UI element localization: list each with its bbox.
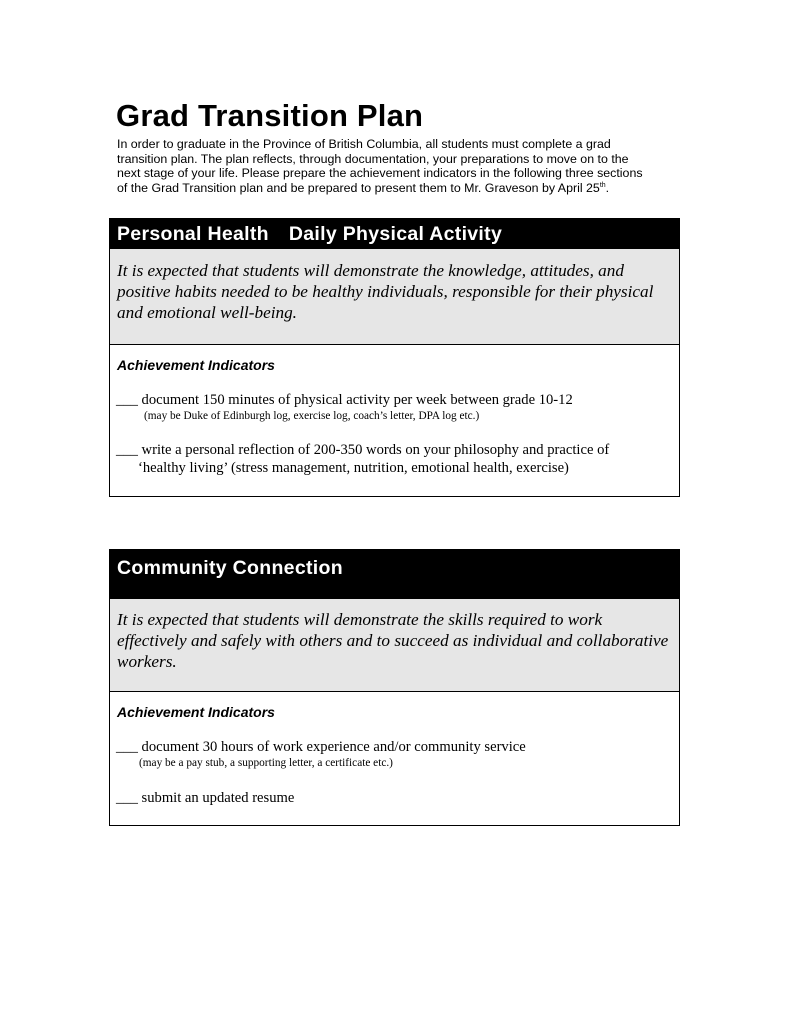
section-personal-health [109, 218, 680, 497]
indicator-item [116, 391, 666, 423]
indicator-blank: ___ [116, 442, 138, 458]
indicator-blank: ___ [116, 739, 138, 755]
indicator-item [116, 738, 666, 770]
page-title: Grad Transition Plan [116, 98, 424, 133]
indicator-item [116, 789, 666, 807]
indicator-text: document 150 minutes of physical activity per week between grade 10-12 [141, 392, 573, 408]
section-header-left: Community Connection [117, 557, 343, 579]
intro-end: . [605, 180, 610, 195]
expectation-text: It is expected that students will demonstrate the knowledge, attitudes, and positive habits needed to be healthy individuals, responsible for their physical and emotional well-being. [110, 249, 679, 345]
ordinal-suffix: th [599, 181, 606, 189]
indicator-blank: ___ [116, 790, 138, 806]
expectation-text: It is expected that students will demonstrate the skills required to work effectively and safely with others and to succeed as individual and collaborative workers. [110, 599, 679, 692]
indicator-blank: ___ [116, 392, 138, 408]
indicator-text: submit an updated resume [141, 790, 295, 806]
section-community-connection [109, 549, 680, 826]
indicator-note: (may be Duke of Edinburgh log, exercise log, coach’s letter, DPA log etc.) [144, 410, 480, 422]
indicator-note: (may be a pay stub, a supporting letter, a certificate etc.) [139, 757, 393, 769]
intro-line-2: transition plan. The plan reflects, through documentation, your preparations to move on to the [117, 151, 629, 166]
section-header [110, 219, 679, 249]
section-header-right: Daily Physical Activity [288, 223, 503, 245]
achievement-indicators-label: Achievement Indicators [117, 704, 275, 720]
intro-line-1: In order to graduate in the Province of British Columbia, all students must complete a grad [117, 137, 611, 151]
indicator-continuation: ‘healthy living’ (stress management, nutrition, emotional health, exercise) [138, 460, 569, 476]
intro-paragraph [117, 137, 677, 195]
achievement-indicators-label: Achievement Indicators [117, 357, 275, 373]
section-header-left: Personal Health [117, 223, 269, 245]
intro-line-4: of the Grad Transition plan and be prepared to present them to Mr. Graveson by April 25 [117, 180, 600, 195]
indicator-item [116, 441, 666, 477]
indicator-text: document 30 hours of work experience and/or community service [141, 739, 526, 755]
section-header [110, 550, 679, 599]
indicator-text: write a personal reflection of 200-350 words on your philosophy and practice of [141, 442, 610, 458]
intro-line-3: next stage of your life. Please prepare the achievement indicators in the following three sections [117, 166, 643, 181]
